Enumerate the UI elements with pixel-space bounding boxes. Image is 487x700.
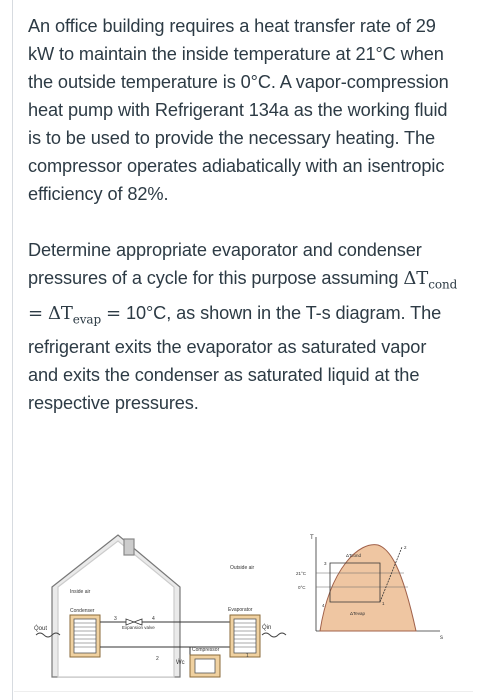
ts-diagram <box>296 535 443 641</box>
p2-intro: Determine appropriate evaporator and condenser pressures of a cycle for this purpose assuming <box>28 240 422 288</box>
temp-outside-label: 0°C <box>298 585 306 590</box>
question-body <box>28 12 458 417</box>
left-border <box>12 0 13 700</box>
svg-text:2: 2 <box>404 545 407 550</box>
outside-air-label: Outside air <box>230 565 255 571</box>
problem-paragraph-1: An office building requires a heat transfer rate of 29 kW to maintain the inside temperature at 21°C when the outside temperature is 0°C. A vapor-compression heat pump with Refrigerant 134a as the working fluid is to be used to provide the necessary heating. The compressor operates adiabatically with an isentropic efficiency of 82%. <box>28 16 449 204</box>
equals-2: = <box>106 302 122 324</box>
svg-text:4: 4 <box>152 616 155 622</box>
condenser-unit <box>70 615 100 657</box>
svg-text:3: 3 <box>324 561 327 566</box>
dt-evap-label: ΔTevap <box>350 611 366 616</box>
compressor-label: Compressor <box>192 647 220 653</box>
evaporator-unit <box>230 615 260 657</box>
svg-text:3: 3 <box>114 616 117 622</box>
evaporator-label: Evaporator <box>228 607 253 613</box>
problem-paragraph-2 <box>28 236 458 417</box>
svg-text:1: 1 <box>246 653 249 659</box>
equals-1: = <box>28 302 43 324</box>
delta-t-cond: $\Delta T_{cond}$ <box>403 268 458 292</box>
inside-air-label: Inside air <box>70 589 91 595</box>
svg-text:T: T <box>310 535 314 541</box>
qin-label: Q̇in <box>262 625 272 631</box>
heat-pump-figure <box>30 527 460 687</box>
qin-wave-icon <box>262 633 286 637</box>
compressor-unit <box>190 655 220 677</box>
delta-t-evap: $\Delta T_{evap}$ <box>47 302 102 327</box>
qout-label: Q̇out <box>34 626 48 632</box>
dt-cond-label: ΔTcond <box>346 553 362 558</box>
p2-value: 10°C, as <box>125 302 196 323</box>
wc-label: Ẇc <box>176 660 185 666</box>
svg-text:s: s <box>440 635 443 641</box>
svg-text:2: 2 <box>156 656 159 662</box>
condenser-label: Condenser <box>70 608 95 614</box>
p2-rest: shown in the T-s diagram. The refrigerant exits the evaporator as saturated vapor and exits the condenser as saturated liquid at the respective pressures. <box>28 302 442 414</box>
bottom-divider <box>14 691 473 692</box>
expansion-valve-label: Expansion valve <box>122 625 155 630</box>
svg-text:4: 4 <box>322 603 325 608</box>
temp-inside-label: 21°C <box>296 571 307 576</box>
svg-text:1: 1 <box>382 601 385 606</box>
